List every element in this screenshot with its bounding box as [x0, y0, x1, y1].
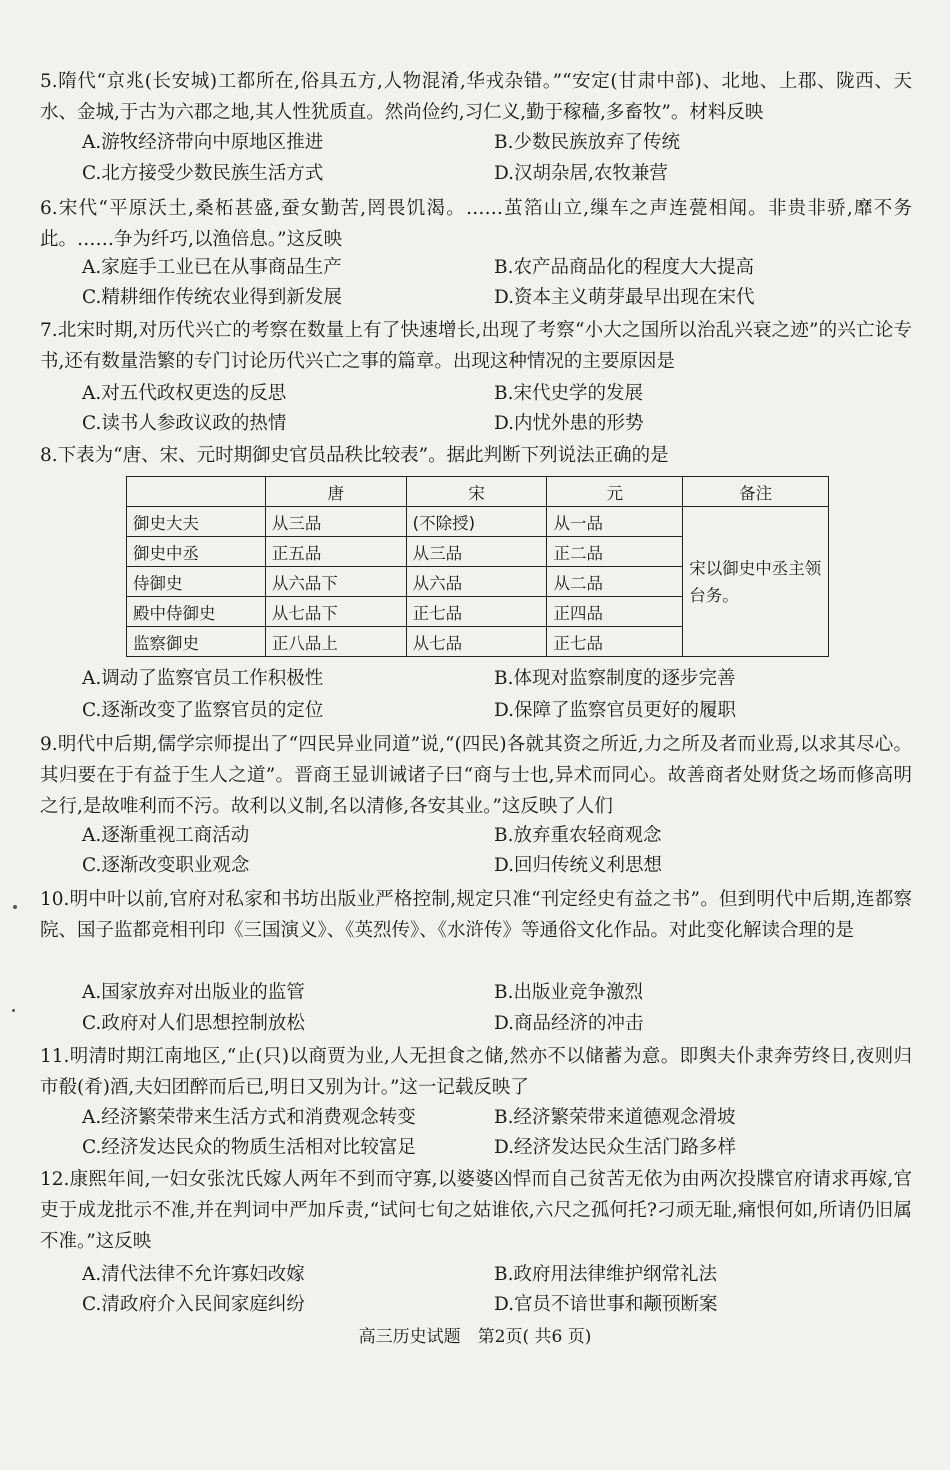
question-10-stem: 10.明中叶以前,官府对私家和书坊出版业严格控制,规定只准“刊定经史有益之书”。但到明代中后期,连都察院、国子监都竞相刊印《三国演义》、《英烈传》、《水浒传》等通俗文化作品。对此变化解读合理的是 [40, 889, 912, 941]
question-5-option-c: C.北方接受少数民族生活方式 [82, 163, 324, 184]
table-cell: 从六品下 [265, 567, 406, 597]
question-9-option-b: B.放弃重农轻商观念 [494, 825, 662, 846]
question-9-stem: 9.明代中后期,儒学宗师提出了“四民异业同道”说,“(四民)各就其资之所近,力之所及者而业焉,以求其尽心。其归要在于有益于生人之道”。晋商王显训诫诸子曰“商与士也,异术而同心。故善商者处财货之场而修高明之行,是故唯利而不污。故利以义制,名以清修,各安其业。”这反映了人们 [40, 734, 912, 817]
table-cell: 从二品 [547, 567, 683, 597]
table-cell: 正五品 [265, 537, 406, 567]
question-12-option-c: C.清政府介入民间家庭纠纷 [82, 1294, 305, 1315]
table-note-cell: 宋以御史中丞主领台务。 [683, 507, 829, 657]
question-11-option-d: D.经济发达民众生活门路多样 [494, 1137, 737, 1158]
question-8-stem: 8.下表为“唐、宋、元时期御史官员品秩比较表”。据此判断下列说法正确的是 [40, 445, 669, 466]
table-cell: 正七品 [406, 597, 547, 627]
question-7-option-c: C.读书人参政议政的热情 [82, 413, 287, 434]
question-8-option-c: C.逐渐改变了监察官员的定位 [82, 700, 324, 721]
question-8-option-d: D.保障了监察官员更好的履职 [494, 700, 737, 721]
table-header-cell: 备注 [683, 477, 829, 507]
question-7-option-d: D.内忧外患的形势 [494, 413, 644, 434]
question-8-option-b: B.体现对监察制度的逐步完善 [494, 668, 736, 689]
table-cell: 从一品 [547, 507, 683, 537]
question-5-option-d: D.汉胡杂居,农牧兼营 [494, 163, 668, 184]
question-5-stem: 5.隋代“京兆(长安城)工都所在,俗具五方,人物混淆,华戎杂错。”“安定(甘肃中部)、北地、上郡、陇西、天水、金城,于古为六郡之地,其人性犹质直。然尚俭约,习仁义,勤于稼穑,多畜牧”。材料反映 [40, 71, 912, 123]
question-6-option-b: B.农产品商品化的程度大大提高 [494, 257, 754, 278]
table-cell: 侍御史 [127, 567, 266, 597]
question-6-stem: 6.宋代“平原沃土,桑柘甚盛,蚕女勤苦,罔畏饥渴。……茧箔山立,缫车之声连甍相闻。非贵非骄,靡不务此。……争为纤巧,以渔倍息。”这反映 [40, 198, 912, 250]
censor-rank-table [126, 476, 829, 657]
question-11-option-b: B.经济繁荣带来道德观念滑坡 [494, 1107, 736, 1128]
table-cell: (不除授) [406, 507, 547, 537]
scan-speck [13, 905, 17, 909]
question-12-option-a: A.清代法律不允许寡妇改嫁 [82, 1264, 305, 1285]
question-5-option-a: A.游牧经济带向中原地区推进 [82, 132, 324, 153]
table-cell: 从七品下 [265, 597, 406, 627]
table-cell: 正八品上 [265, 627, 406, 657]
question-8-option-a: A.调动了监察官员工作积极性 [82, 668, 324, 689]
table-cell: 从三品 [265, 507, 406, 537]
question-10-option-b: B.出版业竞争激烈 [494, 982, 643, 1003]
question-11-option-c: C.经济发达民众的物质生活相对比较富足 [82, 1137, 416, 1158]
question-6-option-c: C.精耕细作传统农业得到新发展 [82, 287, 342, 308]
scan-speck [12, 1009, 15, 1012]
table-cell: 从三品 [406, 537, 547, 567]
table-cell: 正四品 [547, 597, 683, 627]
table-row [127, 507, 829, 537]
table-cell: 御史中丞 [127, 537, 266, 567]
table-cell: 御史大夫 [127, 507, 266, 537]
question-11-option-a: A.经济繁荣带来生活方式和消费观念转变 [82, 1107, 416, 1128]
question-7-option-b: B.宋代史学的发展 [494, 383, 643, 404]
question-10-option-c: C.政府对人们思想控制放松 [82, 1013, 305, 1034]
question-12-option-b: B.政府用法律维护纲常礼法 [494, 1264, 717, 1285]
table-header-cell: 唐 [265, 477, 406, 507]
question-6-option-d: D.资本主义萌芽最早出现在宋代 [494, 287, 755, 308]
table-header-cell: 元 [547, 477, 683, 507]
table-header-cell: 宋 [406, 477, 547, 507]
table-cell: 监察御史 [127, 627, 266, 657]
question-12-stem: 12.康熙年间,一妇女张沈氏嫁人两年不到而守寡,以婆婆凶悍而自己贫苦无依为由两次投牒官府请求再嫁,官吏于成龙批示不准,并在判词中严加斥责,“试问七旬之姑谁依,六尺之孤何托?刁顽无耻,痛恨何如,所请仍旧属不准。”这反映 [40, 1169, 912, 1252]
page-footer: 高三历史试题 第2页( 共6 页) [358, 1327, 592, 1347]
table-cell: 从七品 [406, 627, 547, 657]
table-header-cell [127, 477, 266, 507]
question-11-stem: 11.明清时期江南地区,“止(只)以商贾为业,人无担食之储,然亦不以储蓄为意。即舆夫仆隶奔劳终日,夜则归市殽(肴)酒,夫妇团醉而后已,明日又别为计。”这一记载反映了 [40, 1046, 912, 1098]
table-cell: 殿中侍御史 [127, 597, 266, 627]
table-header-row [127, 477, 829, 507]
table-cell: 正七品 [547, 627, 683, 657]
question-9-option-d: D.回归传统义利思想 [494, 855, 663, 876]
table-cell: 正二品 [547, 537, 683, 567]
question-5-option-b: B.少数民族放弃了传统 [494, 132, 680, 153]
question-9-option-c: C.逐渐改变职业观念 [82, 855, 250, 876]
question-7-stem: 7.北宋时期,对历代兴亡的考察在数量上有了快速增长,出现了考察“小大之国所以治乱兴衰之迹”的兴亡论专书,还有数量浩繁的专门讨论历代兴亡之事的篇章。出现这种情况的主要原因是 [40, 320, 912, 372]
question-6-option-a: A.家庭手工业已在从事商品生产 [82, 257, 342, 278]
question-12-option-d: D.官员不谙世事和颟顸断案 [494, 1294, 718, 1315]
question-9-option-a: A.逐渐重视工商活动 [82, 825, 250, 846]
question-10-option-d: D.商品经济的冲击 [494, 1013, 644, 1034]
table-cell: 从六品 [406, 567, 547, 597]
question-10-option-a: A.国家放弃对出版业的监管 [82, 982, 305, 1003]
question-7-option-a: A.对五代政权更迭的反思 [82, 383, 287, 404]
